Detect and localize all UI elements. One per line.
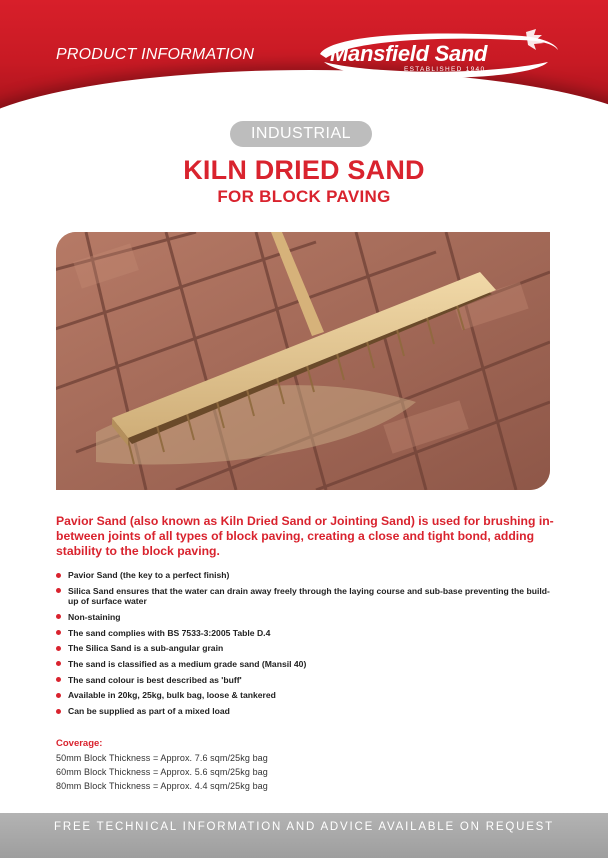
list-item: The sand complies with BS 7533-3:2005 Table D.4 xyxy=(56,628,556,639)
bullet-icon xyxy=(56,588,61,593)
product-title: KILN DRIED SAND xyxy=(183,155,425,185)
product-intro: Pavior Sand (also known as Kiln Dried Sand or Jointing Sand) is used for brushing in-between joints of all types of block paving, creating a close and tight bond, adding stability to the block paving. xyxy=(56,514,554,558)
list-item: The sand colour is best described as 'buff' xyxy=(56,675,556,686)
list-item: Available in 20kg, 25kg, bulk bag, loose & tankered xyxy=(56,690,556,701)
product-photo xyxy=(56,232,550,490)
bullet-icon xyxy=(56,614,61,619)
bullet-icon xyxy=(56,709,61,714)
bullet-icon xyxy=(56,630,61,635)
product-subtitle: FOR BLOCK PAVING xyxy=(217,187,391,206)
footer-bar xyxy=(0,813,608,858)
list-item: Silica Sand ensures that the water can drain away freely through the laying course and sub-base preventing the build-up of surface water xyxy=(56,586,556,607)
brand-name: Mansfield Sand xyxy=(330,41,488,66)
mansfield-sand-logo xyxy=(312,28,562,80)
coverage-row: 60mm Block Thickness = Approx. 5.6 sqm/25kg bag xyxy=(56,767,268,777)
broom-on-block-paving-image xyxy=(56,232,550,490)
footer-text: FREE TECHNICAL INFORMATION AND ADVICE AVAILABLE ON REQUEST xyxy=(54,821,554,833)
list-item: The Silica Sand is a sub-angular grain xyxy=(56,643,556,654)
bullet-icon xyxy=(56,646,61,651)
list-item: Can be supplied as part of a mixed load xyxy=(56,706,556,717)
coverage-row: 80mm Block Thickness = Approx. 4.4 sqm/25kg bag xyxy=(56,781,268,791)
bullet-icon xyxy=(56,677,61,682)
bullet-icon xyxy=(56,573,61,578)
list-item: Non-staining xyxy=(56,612,556,623)
category-badge: INDUSTRIAL xyxy=(230,121,372,147)
brand-established: ESTABLISHED 1940 xyxy=(404,66,486,73)
coverage-heading: Coverage: xyxy=(56,738,103,749)
feature-list xyxy=(56,570,556,722)
list-item: Pavior Sand (the key to a perfect finish) xyxy=(56,570,556,581)
coverage-row: 50mm Block Thickness = Approx. 7.6 sqm/25kg bag xyxy=(56,753,268,763)
list-item: The sand is classified as a medium grade sand (Mansil 40) xyxy=(56,659,556,670)
product-information-label: PRODUCT INFORMATION xyxy=(56,46,255,63)
bullet-icon xyxy=(56,693,61,698)
bullet-icon xyxy=(56,661,61,666)
